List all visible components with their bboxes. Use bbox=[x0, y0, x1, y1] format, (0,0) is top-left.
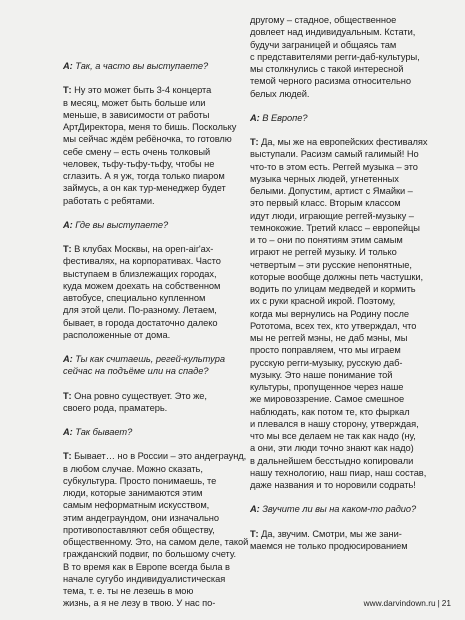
line-text: Бывает… но в России – это андеграунд, bbox=[71, 451, 247, 462]
question bbox=[250, 503, 420, 515]
line-text: гражданский подвиг, по большому счету. bbox=[63, 549, 237, 560]
text-line bbox=[250, 308, 420, 320]
speaker-label: Т: bbox=[250, 528, 259, 539]
text-line bbox=[250, 246, 420, 258]
line-text: нашу технологию, наш пиар, наш состав, bbox=[250, 467, 427, 478]
speaker-label: Т: bbox=[250, 137, 259, 147]
text-line bbox=[250, 234, 420, 246]
text-line bbox=[63, 536, 249, 548]
text-line bbox=[250, 26, 420, 38]
line-text: и то – они по понятиям этим самым bbox=[250, 235, 403, 245]
text-line bbox=[63, 487, 233, 499]
text-line bbox=[63, 84, 233, 96]
line-text: выступали. Расизм самый галимый! Но bbox=[250, 149, 419, 160]
text-line bbox=[63, 97, 233, 109]
text-line bbox=[63, 121, 237, 133]
text-line bbox=[63, 268, 233, 280]
line-text: В клубах Москвы, на open-air'ах- bbox=[71, 244, 214, 254]
text-line bbox=[63, 548, 237, 560]
line-text: белых людей. bbox=[250, 88, 310, 99]
text-line bbox=[250, 503, 420, 515]
text-line bbox=[63, 329, 233, 341]
line-text: мы столкнулись с такой интересной bbox=[250, 64, 404, 74]
answer bbox=[250, 14, 420, 100]
text-line bbox=[250, 161, 420, 173]
paragraph-gap bbox=[63, 378, 233, 390]
answer bbox=[63, 84, 237, 207]
line-text: Звучите ли вы на каком-то радио? bbox=[262, 504, 417, 515]
line-text: автобусе, специально купленном bbox=[63, 293, 206, 303]
speaker-label: А: bbox=[63, 427, 73, 437]
answer bbox=[250, 528, 420, 553]
text-line bbox=[250, 283, 420, 295]
line-text: темой черного расизма относительно bbox=[250, 76, 411, 87]
speaker-label: Т: bbox=[63, 390, 72, 401]
speaker-label: А: bbox=[250, 112, 260, 123]
line-text: Рототома, всех тех, кто утверждал, что bbox=[250, 320, 417, 331]
text-line bbox=[250, 528, 420, 540]
line-text: музыку. Это наше понимание той bbox=[250, 369, 393, 380]
line-text: Да, мы же на европейских фестивалях bbox=[258, 137, 428, 147]
text-line bbox=[250, 51, 420, 63]
page-number: 21 bbox=[441, 598, 451, 608]
line-text: темнокожие. Третий класс – европейцы bbox=[250, 222, 420, 233]
line-text: белыми. Допустим, артист с Ямайки – bbox=[250, 186, 413, 196]
text-line bbox=[250, 259, 420, 271]
text-line bbox=[250, 406, 420, 418]
line-text: займусь, а он как тур-менеджер будет bbox=[63, 183, 226, 194]
text-line bbox=[250, 320, 420, 332]
line-text: выступаем в близлежащих городах, bbox=[63, 268, 217, 279]
line-text: тема, т. е. ты не лезешь в мою bbox=[63, 586, 194, 596]
line-text: АртДиректора, меня то бишь. Поскольку bbox=[63, 122, 237, 132]
text-line bbox=[250, 222, 420, 234]
text-line bbox=[63, 280, 233, 292]
text-line bbox=[250, 197, 420, 209]
text-line bbox=[250, 148, 420, 160]
line-text: когда мы вернулись на Родину после bbox=[250, 308, 409, 319]
speaker-label: Т: bbox=[63, 85, 72, 96]
text-line bbox=[63, 195, 233, 207]
text-line bbox=[63, 243, 233, 255]
paragraph-gap bbox=[250, 100, 420, 112]
text-line bbox=[250, 467, 427, 479]
line-text: играют не реггей музыку. И только bbox=[250, 247, 397, 258]
paragraph-gap bbox=[250, 491, 420, 503]
text-line bbox=[63, 512, 233, 524]
line-text: субкультура. Просто понимаешь, те bbox=[63, 475, 217, 486]
line-text: мы не реггей мэны, не даб мэны, мы bbox=[250, 333, 408, 343]
speaker-label: А: bbox=[250, 504, 260, 515]
line-text: и плевался в нашу сторону, утверждая, bbox=[250, 418, 419, 429]
line-text: работать с ребятами. bbox=[63, 195, 155, 206]
speaker-label: А: bbox=[63, 61, 73, 71]
line-text: общественному. Это, на самом деле, такой bbox=[63, 537, 249, 547]
paragraph-gap bbox=[63, 72, 233, 84]
footer-url: www.darvindown.ru bbox=[363, 598, 436, 608]
question bbox=[63, 353, 233, 378]
line-text: Где вы выступаете? bbox=[75, 219, 169, 230]
line-text: музыка черных людей, угнетенных bbox=[250, 173, 399, 184]
text-line bbox=[250, 430, 420, 442]
line-text: в дальнейшем беcстыдно копировали bbox=[250, 455, 414, 466]
text-line bbox=[250, 136, 428, 148]
question bbox=[63, 60, 233, 72]
line-text: маемся не только продюсированием bbox=[250, 540, 408, 551]
text-line bbox=[250, 185, 420, 197]
text-line bbox=[250, 173, 420, 185]
answer bbox=[63, 450, 249, 609]
line-text: идут люди, играющие реггей-музыку – bbox=[250, 210, 414, 221]
question bbox=[63, 219, 233, 231]
text-line bbox=[250, 295, 420, 307]
left-column bbox=[63, 60, 249, 610]
paragraph-gap bbox=[63, 207, 233, 219]
line-text: сейчас на подъёме или на спаде? bbox=[63, 366, 209, 377]
text-line bbox=[63, 60, 233, 72]
line-text: а они, эти люди точно знают как надо) bbox=[250, 443, 414, 454]
text-line bbox=[250, 369, 420, 381]
text-line bbox=[63, 426, 233, 438]
text-line bbox=[250, 540, 420, 552]
right-column bbox=[250, 14, 428, 552]
line-text: фестивалях, на корпоративах. Часто bbox=[63, 256, 221, 267]
line-text: водить по улицам медведей и кормить bbox=[250, 284, 416, 294]
line-text: меньше, в зависимости от работы bbox=[63, 109, 210, 120]
text-line bbox=[63, 170, 233, 182]
text-line bbox=[63, 585, 233, 597]
line-text: с представителями регги-даб-культуры, bbox=[250, 51, 420, 62]
text-line bbox=[63, 255, 233, 267]
text-line bbox=[63, 353, 233, 365]
line-text: просто поправляем, что мы играем bbox=[250, 345, 401, 356]
line-text: что мы все делаем не так как надо (ну, bbox=[250, 431, 416, 441]
speaker-label: Т: bbox=[63, 451, 72, 462]
speaker-label: А: bbox=[63, 219, 73, 230]
text-line bbox=[250, 210, 420, 222]
text-line bbox=[250, 63, 420, 75]
text-line bbox=[63, 317, 233, 329]
text-line bbox=[250, 332, 420, 344]
line-text: куда можем доехать на собственном bbox=[63, 280, 221, 291]
line-text: люди, которые занимаются этим bbox=[63, 488, 203, 498]
line-text: Да, звучим. Смотри, мы же зани- bbox=[258, 528, 402, 539]
text-line bbox=[63, 450, 247, 462]
line-text: это первый класс. Вторым классом bbox=[250, 198, 401, 209]
text-line bbox=[250, 271, 424, 283]
line-text: этим андеграундом, они изначально bbox=[63, 512, 220, 523]
answer bbox=[63, 243, 233, 341]
text-line bbox=[63, 524, 233, 536]
line-text: мы сейчас ждём ребёночка, то готовлю bbox=[63, 134, 232, 145]
footer-separator: | bbox=[437, 598, 440, 608]
text-line bbox=[250, 344, 420, 356]
text-line bbox=[63, 109, 233, 121]
text-line bbox=[250, 14, 420, 26]
text-line bbox=[63, 365, 233, 377]
text-line bbox=[250, 442, 420, 454]
paragraph-gap bbox=[63, 341, 233, 353]
speaker-label: Т: bbox=[63, 244, 72, 254]
text-line bbox=[63, 304, 233, 316]
text-line bbox=[63, 402, 233, 414]
text-line bbox=[250, 39, 420, 51]
line-text: бывает, в города достаточно далеко bbox=[63, 317, 218, 328]
line-text: В Европе? bbox=[262, 112, 308, 123]
line-text: же мировоззрение. Самое смешное bbox=[250, 394, 405, 405]
speaker-label: А: bbox=[63, 354, 73, 364]
answer bbox=[250, 136, 428, 491]
line-text: себе смену – есть очень толковый bbox=[63, 146, 211, 157]
line-text: которые вообще должны петь частушки, bbox=[250, 271, 424, 282]
text-line bbox=[63, 158, 233, 170]
line-text: противопоставляют себя обществу, bbox=[63, 524, 215, 535]
text-line bbox=[63, 390, 233, 402]
text-line bbox=[63, 561, 233, 573]
line-text: даже названия и то норовили содрать! bbox=[250, 480, 416, 490]
text-line bbox=[63, 292, 233, 304]
question bbox=[250, 112, 420, 124]
text-line bbox=[63, 133, 233, 145]
text-line bbox=[250, 381, 420, 393]
line-text: наблюдать, как потом те, кто фыркал bbox=[250, 406, 410, 417]
line-text: начале сугубо индивидуалистическая bbox=[63, 573, 226, 584]
text-line bbox=[63, 499, 233, 511]
text-line bbox=[63, 463, 233, 475]
text-line bbox=[63, 475, 233, 487]
text-line bbox=[63, 597, 233, 609]
text-line bbox=[250, 357, 420, 369]
line-text: жизнь, а я не лезу в твою. У нас по- bbox=[63, 598, 216, 609]
line-text: четвертым – эти русские непонятные, bbox=[250, 259, 412, 270]
text-line bbox=[250, 479, 420, 491]
text-line bbox=[63, 219, 233, 231]
paragraph-gap bbox=[63, 438, 233, 450]
question bbox=[63, 426, 233, 438]
answer bbox=[63, 390, 233, 415]
line-text: Она ровно существует. Это же, bbox=[71, 390, 207, 401]
line-text: Так бывает? bbox=[75, 427, 133, 437]
text-line bbox=[250, 393, 420, 405]
paragraph-gap bbox=[250, 124, 420, 136]
paragraph-gap bbox=[250, 516, 420, 528]
line-text: Ты как считаешь, регей-культура bbox=[75, 354, 225, 364]
line-text: довлеет над индивидуальным. Кстати, bbox=[250, 27, 416, 38]
text-line bbox=[63, 146, 233, 158]
line-text: расположенные от дома. bbox=[63, 329, 171, 340]
line-text: человек, тьфу-тьфу-тьфу, чтобы не bbox=[63, 158, 215, 169]
line-text: своего рода, праматерь. bbox=[63, 402, 168, 413]
text-line bbox=[63, 182, 233, 194]
text-line bbox=[250, 418, 420, 430]
line-text: будучи заграницей и общаясь там bbox=[250, 39, 397, 50]
line-text: Так, а часто вы выступаете? bbox=[75, 61, 209, 71]
paragraph-gap bbox=[63, 231, 233, 243]
line-text: В то время как в Европе всегда была в bbox=[63, 561, 230, 572]
text-line bbox=[250, 455, 420, 467]
text-line bbox=[250, 88, 420, 100]
line-text: другому – стадное, общественное bbox=[250, 15, 397, 25]
line-text: сглазить. А я уж, тогда только пиаром bbox=[63, 171, 225, 181]
text-line bbox=[250, 75, 420, 87]
line-text: что-то в этом есть. Реггей музыка – это bbox=[250, 161, 418, 172]
line-text: культуры, пропущенное через наше bbox=[250, 382, 404, 392]
line-text: Ну это может быть 3-4 концерта bbox=[71, 85, 212, 96]
line-text: в месяц, может быть больше или bbox=[63, 97, 206, 108]
line-text: русскую регги-музыку, русскую даб- bbox=[250, 357, 403, 368]
page-footer bbox=[364, 598, 451, 608]
paragraph-gap bbox=[63, 414, 233, 426]
line-text: для этой цели. По-разному. Летаем, bbox=[63, 305, 217, 316]
line-text: их с руки красной икрой. Поэтому, bbox=[250, 296, 396, 307]
line-text: самым неформатным искусством, bbox=[63, 500, 210, 511]
line-text: в любом случае. Можно сказать, bbox=[63, 463, 203, 474]
text-line bbox=[250, 112, 420, 124]
text-line bbox=[63, 573, 233, 585]
